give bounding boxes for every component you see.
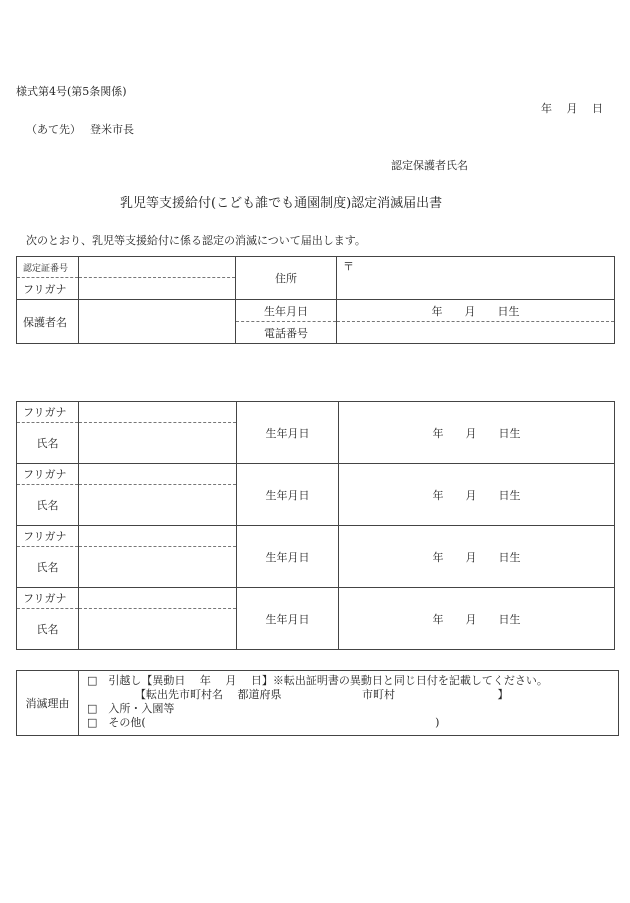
address-label: 住所: [236, 257, 337, 300]
child-row: [17, 588, 615, 609]
child-furigana-label: フリガナ: [17, 464, 79, 485]
reason-options: [79, 671, 619, 736]
child-name-input[interactable]: [79, 547, 237, 588]
child-name-input[interactable]: [79, 485, 237, 526]
child-furigana-input[interactable]: [79, 526, 237, 547]
intro-text: 次のとおり、乳児等支援給付に係る認定の消滅について届出します。: [26, 234, 366, 247]
guardian-name-input[interactable]: [79, 300, 236, 344]
guardian-name-label: 保護者名: [17, 300, 79, 344]
guardian-furigana-label: フリガナ: [17, 278, 79, 300]
children-table: [16, 401, 615, 650]
child-name-label: 氏名: [17, 423, 79, 464]
reason-table: [16, 670, 619, 736]
child-birthdate-value[interactable]: 年 月 日生: [339, 588, 615, 650]
child-furigana-label: フリガナ: [17, 588, 79, 609]
child-row: [17, 464, 615, 485]
child-birthdate-label: 生年月日: [237, 464, 339, 526]
guardian-table: [16, 256, 615, 344]
child-name-input[interactable]: [79, 423, 237, 464]
postal-mark: 〒: [343, 260, 354, 273]
reason-moving-destination: 【転出先市町村名 都道府県 市町村 】: [135, 688, 509, 701]
child-birthdate-label: 生年月日: [237, 402, 339, 464]
form-number: 様式第4号(第5条関係): [16, 85, 127, 98]
reason-other-checkbox[interactable]: □ その他( ): [87, 716, 440, 729]
guardian-furigana-input[interactable]: [79, 278, 236, 300]
reason-moving-checkbox[interactable]: □ 引越し【異動日 年 月 日】※転出証明書の異動日と同じ日付を記載してください。: [87, 674, 548, 687]
guardian-birthdate-label: 生年月日: [236, 300, 337, 322]
date-field: 年 月 日: [541, 102, 603, 115]
child-row: [17, 526, 615, 547]
child-furigana-input[interactable]: [79, 588, 237, 609]
child-birthdate-value[interactable]: 年 月 日生: [339, 402, 615, 464]
child-furigana-label: フリガナ: [17, 402, 79, 423]
addressee-label: （あて先）: [26, 123, 81, 136]
child-furigana-label: フリガナ: [17, 526, 79, 547]
child-furigana-input[interactable]: [79, 464, 237, 485]
address-input[interactable]: [337, 257, 615, 300]
child-name-label: 氏名: [17, 485, 79, 526]
child-row: [17, 402, 615, 423]
guardian-birthdate-value[interactable]: 年 月 日生: [337, 300, 615, 322]
child-name-label: 氏名: [17, 547, 79, 588]
reason-admission-checkbox[interactable]: □ 入所・入園等: [87, 702, 175, 715]
child-name-label: 氏名: [17, 609, 79, 650]
page-title: 乳児等支援給付(こども誰でも通園制度)認定消滅届出書: [120, 196, 443, 211]
guardian-signature-label: 認定保護者氏名: [391, 159, 468, 172]
child-birthdate-value[interactable]: 年 月 日生: [339, 526, 615, 588]
reason-label: 消滅理由: [17, 671, 79, 736]
child-furigana-input[interactable]: [79, 402, 237, 423]
phone-input[interactable]: [337, 322, 615, 344]
child-birthdate-value[interactable]: 年 月 日生: [339, 464, 615, 526]
child-birthdate-label: 生年月日: [237, 588, 339, 650]
child-birthdate-label: 生年月日: [237, 526, 339, 588]
cert-no-label: 認定証番号: [17, 257, 79, 278]
cert-no-input[interactable]: [79, 257, 236, 278]
phone-label: 電話番号: [236, 322, 337, 344]
child-name-input[interactable]: [79, 609, 237, 650]
addressee: 登米市長: [90, 123, 134, 136]
